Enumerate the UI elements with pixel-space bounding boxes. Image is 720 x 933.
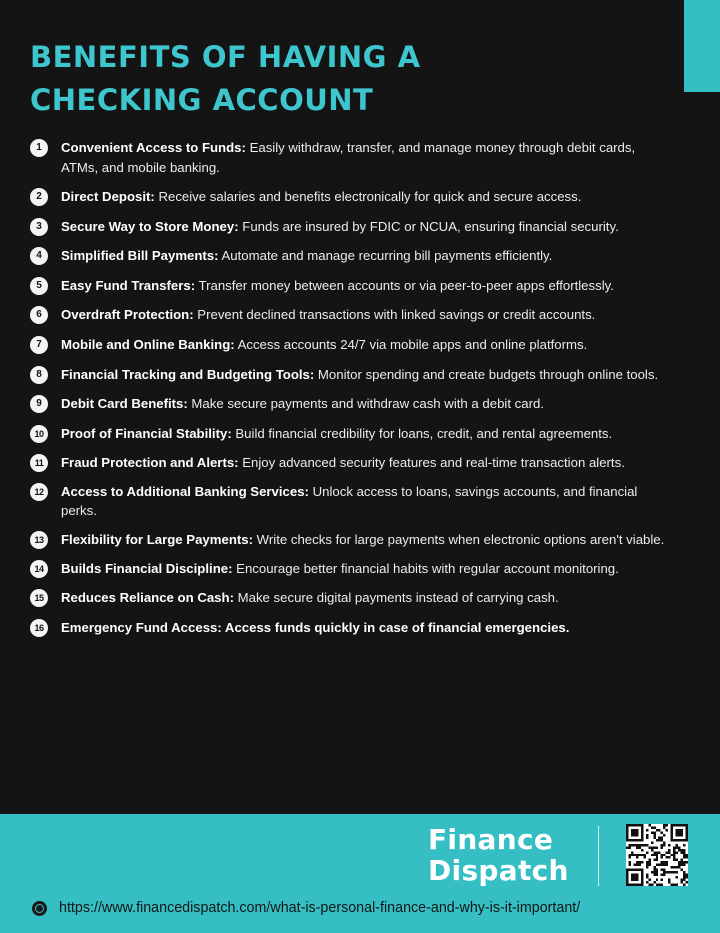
- number-badge: 11: [30, 454, 48, 472]
- number-badge: 10: [30, 425, 48, 443]
- benefit-label: Debit Card Benefits:: [61, 395, 188, 411]
- number-badge: 1: [30, 139, 48, 157]
- number-badge: 7: [30, 336, 48, 354]
- list-item: [30, 424, 670, 444]
- benefit-label: Direct Deposit:: [61, 188, 155, 204]
- benefit-description: Unlock access to loans, savings accounts, and financial perks.: [61, 483, 638, 518]
- benefit-label: Secure Way to Store Money:: [61, 218, 239, 234]
- benefit-description: Access funds quickly in case of financial emergencies.: [221, 620, 570, 635]
- list-item: [30, 276, 670, 296]
- number-badge: 13: [30, 531, 48, 549]
- list-item: [30, 453, 670, 473]
- list-item: [30, 187, 670, 207]
- benefit-label: Mobile and Online Banking:: [61, 336, 235, 352]
- benefit-label: Easy Fund Transfers:: [61, 277, 196, 293]
- footer-band: [0, 814, 720, 933]
- list-item: [30, 365, 670, 385]
- benefit-description: Receive salaries and benefits electronically for quick and secure access.: [154, 188, 582, 204]
- number-badge: 15: [30, 589, 48, 607]
- list-item: [30, 305, 670, 325]
- brand-logo: [428, 824, 569, 886]
- benefit-description: Funds are insured by FDIC or NCUA, ensuring financial security.: [238, 218, 619, 234]
- list-item: [30, 530, 670, 550]
- source-url-link[interactable]: https://www.financedispatch.com/what-is-personal-finance-and-why-is-it-important/: [59, 900, 581, 916]
- number-badge: 12: [30, 483, 48, 501]
- number-badge: 2: [30, 188, 48, 206]
- number-badge: 16: [30, 619, 48, 637]
- logo-divider: [598, 826, 599, 886]
- brand-line-1: Finance: [428, 823, 554, 856]
- number-badge: 4: [30, 247, 48, 265]
- benefit-description: Write checks for large payments when electronic options aren't viable.: [253, 532, 665, 547]
- number-badge: 5: [30, 277, 48, 295]
- benefit-description: Prevent declined transactions with linked savings or credit accounts.: [193, 306, 596, 322]
- number-badge: 14: [30, 560, 48, 578]
- list-item: [30, 394, 670, 414]
- source-url-row[interactable]: [32, 898, 580, 918]
- benefit-description: Automate and manage recurring bill payments efficiently.: [218, 247, 553, 263]
- number-badge: 8: [30, 366, 48, 384]
- brand-line-2: Dispatch: [428, 854, 569, 887]
- benefit-description: Make secure digital payments instead of carrying cash.: [233, 590, 559, 605]
- benefit-label: Overdraft Protection:: [61, 306, 194, 322]
- benefit-label: Fraud Protection and Alerts:: [61, 454, 239, 470]
- benefit-label: Simplified Bill Payments:: [61, 247, 219, 263]
- number-badge: 3: [30, 218, 48, 236]
- benefit-label: Convenient Access to Funds:: [61, 140, 246, 155]
- benefit-description: Access accounts 24/7 via mobile apps and online platforms.: [234, 336, 588, 352]
- benefit-label: Reduces Reliance on Cash:: [61, 590, 234, 605]
- benefit-description: Monitor spending and create budgets through online tools.: [314, 366, 659, 382]
- number-badge: 9: [30, 395, 48, 413]
- benefit-label: Proof of Financial Stability:: [61, 425, 232, 441]
- corner-accent-bar: [684, 0, 720, 92]
- list-item: [30, 217, 670, 237]
- benefit-label: Flexibility for Large Payments:: [61, 532, 254, 547]
- title-line-2: CHECKING ACCOUNT: [30, 83, 374, 117]
- benefit-label: Financial Tracking and Budgeting Tools:: [61, 366, 315, 382]
- list-item: [30, 138, 670, 177]
- benefit-description: Transfer money between accounts or via peer-to-peer apps effortlessly.: [195, 277, 614, 293]
- benefit-description: Enjoy advanced security features and real-time transaction alerts.: [238, 454, 625, 470]
- globe-icon: [32, 901, 47, 916]
- list-item: [30, 482, 670, 521]
- title-line-1: BENEFITS OF HAVING A: [30, 40, 421, 74]
- list-item: [30, 559, 670, 579]
- list-item: [30, 588, 670, 608]
- list-item: [30, 335, 670, 355]
- benefits-list: [30, 138, 670, 648]
- benefit-description: Build financial credibility for loans, credit, and rental agreements.: [231, 425, 613, 441]
- qr-code-icon: [626, 824, 688, 886]
- list-item: [30, 618, 670, 638]
- benefit-label: Emergency Fund Access:: [61, 620, 222, 635]
- benefit-description: Make secure payments and withdraw cash with a debit card.: [187, 395, 545, 411]
- benefit-description: Easily withdraw, transfer, and manage money through debit cards, ATMs, and mobile banking.: [61, 140, 636, 175]
- benefit-label: Builds Financial Discipline:: [61, 561, 233, 576]
- benefit-description: Encourage better financial habits with regular account monitoring.: [232, 561, 619, 576]
- list-item: [30, 246, 670, 266]
- benefit-label: Access to Additional Banking Services:: [61, 483, 309, 499]
- page-title: [30, 36, 421, 122]
- number-badge: 6: [30, 306, 48, 324]
